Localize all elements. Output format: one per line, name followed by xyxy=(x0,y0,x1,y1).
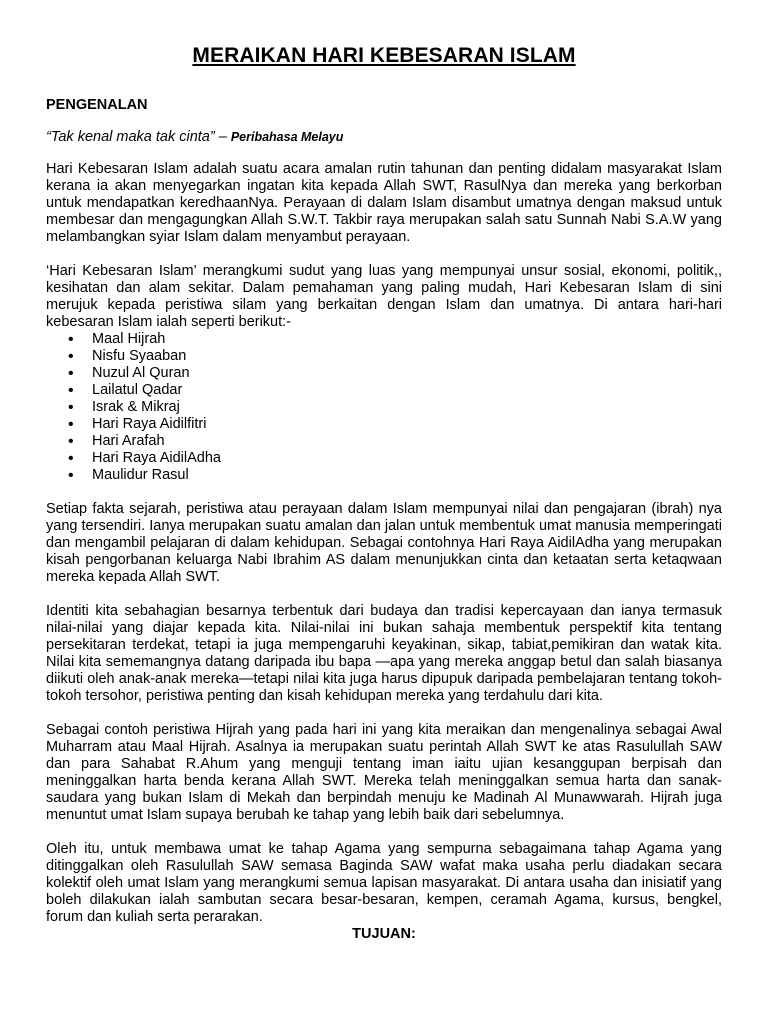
paragraph-effort: Oleh itu, untuk membawa umat ke tahap Agama yang sempurna sebagaimana tahap Agama yang ditinggalkan oleh Rasulullah SAW semasa Baginda SAW wafat maka usaha perlu diadakan secara kolektif oleh umat Islam yang merangkumi semua lapisan masyarakat. Di antara usaha dan inisiatif yang boleh dilakukan ialah sambutan secara besar-besaran, kempen, ceramah Agama, kursus, bengkel, forum dan kuliah serta perarakan. xyxy=(46,841,722,925)
list-item: • Lailatul Qadar xyxy=(46,382,722,399)
list-item: • Maulidur Rasul xyxy=(46,467,722,484)
list-item: • Nisfu Syaaban xyxy=(46,348,722,365)
paragraph-hijrah: Sebagai contoh peristiwa Hijrah yang pada hari ini yang kita meraikan dan mengenalinya sebagai Awal Muharram atau Maal Hijrah. Asalnya ia merupakan suatu perintah Allah SWT ke atas Rasulullah SAW dan para Sahabat R.Ahum yang menguji tentang iman iaitu ujian kesanggupan berpisah dan meninggalkan harta benda kerana Allah SWT. Mereka telah meninggalkan semua harta dan sanak-saudara yang bukan Islam di Mekah dan berpindah menuju ke Madinah Al Munawwarah. Hijrah juga menuntut umat Islam supaya berubah ke tahap yang lebih baik dari sebelumnya. xyxy=(46,722,722,823)
paragraph-scope: ‘Hari Kebesaran Islam’ merangkumi sudut yang luas yang mempunyai unsur sosial, ekonomi, politik,, kesihatan dan alam sekitar. Dalam pemahaman yang paling mudah, Hari Kebesaran Islam di sini merujuk kepada peristiwa silam yang berkaitan dengan Islam dan umatnya. Di antara hari-hari kebesaran Islam ialah seperti berikut:- xyxy=(46,263,722,330)
document-title: MERAIKAN HARI KEBESARAN ISLAM xyxy=(192,44,576,67)
list-item: • Israk & Mikraj xyxy=(46,399,722,416)
paragraph-identity: Identiti kita sebahagian besarnya terbentuk dari budaya dan tradisi kepercayaan dan ianya termasuk nilai-nilai yang diajar kepada kita. Nilai-nilai ini bukan sahaja membentuk perspektif kita tentang persekitaran terdekat, tetapi ia juga mempengaruhi keyakinan, sikap, tabiat,pemikiran dan watak kita. Nilai kita sememangnya datang daripada ibu bapa —apa yang mereka anggap betul dan salah biasanya diikuti oleh anak-anak mereka—tetapi nilai kita juga harus dipupuk daripada pembelajaran tentang tokoh-tokoh tersohor, peristiwa penting dan kisah kehidupan mereka yang terdahulu dari kita. xyxy=(46,603,722,704)
list-item: • Maal Hijrah xyxy=(46,331,722,348)
list-item: • Nuzul Al Quran xyxy=(46,365,722,382)
list-item: • Hari Arafah xyxy=(46,433,722,450)
events-list xyxy=(46,331,722,484)
quote-text: “Tak kenal maka tak cinta” – xyxy=(46,129,231,145)
list-item: • Hari Raya AidilAdha xyxy=(46,450,722,467)
paragraph-intro: Hari Kebesaran Islam adalah suatu acara amalan rutin tahunan dan penting didalam masyarakat Islam kerana ia akan menyegarkan ingatan kita kepada Allah SWT, RasulNya dan mereka yang berkorban untuk mendapatkan keredhaanNya. Perayaan di dalam Islam disambut umatnya dengan maksud untuk membesar dan mengagungkan Allah S.W.T. Takbir raya merupakan salah satu Sunnah Nabi S.A.W yang melambangkan syiar Islam dalam menyambut perayaan. xyxy=(46,161,722,245)
quote-source: Peribahasa Melayu xyxy=(230,130,344,144)
quote xyxy=(46,129,722,145)
subheading-tujuan: TUJUAN: xyxy=(352,926,416,942)
section-heading: PENGENALAN xyxy=(46,97,148,113)
document-page xyxy=(46,44,722,942)
list-item: • Hari Raya Aidilfitri xyxy=(46,416,722,433)
paragraph-lessons: Setiap fakta sejarah, peristiwa atau perayaan dalam Islam mempunyai nilai dan pengajaran (ibrah) nya yang tersendiri. Ianya merupakan suatu amalan dan jalan untuk membentuk umat manusia memperingati dan mengambil pelajaran di dalam kehidupan. Sebagai contohnya Hari Raya AidilAdha yang merupakan kisah pengorbanan keluarga Nabi Ibrahim AS dalam menunjukkan cinta dan ketaatan serta ketaqwaan mereka kepada Allah SWT. xyxy=(46,501,722,585)
